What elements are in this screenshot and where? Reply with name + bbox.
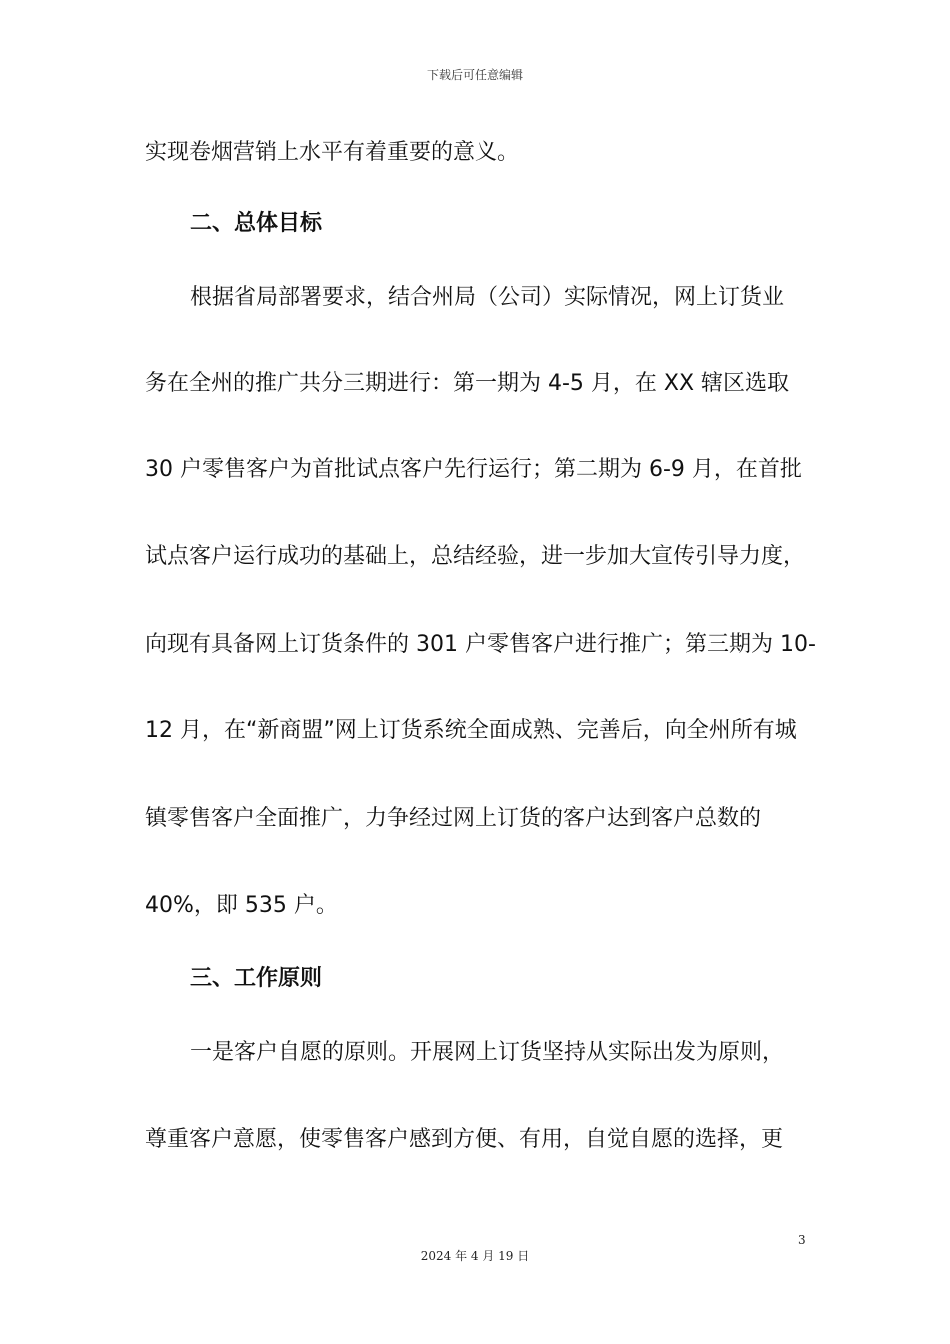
paragraph-line: 40%，即 535 户。: [145, 893, 338, 918]
footer-date: 2024 年 4 月 19 日: [420, 1249, 530, 1263]
paragraph-line: 30 户零售客户为首批试点客户先行运行；第二期为 6-9 月，在首批: [145, 457, 802, 482]
paragraph-line: 镇零售客户全面推广，力争经过网上订货的客户达到客户总数的: [145, 806, 762, 831]
section-heading-overall-goal: 二、总体目标: [190, 211, 323, 236]
paragraph-line: 根据省局部署要求，结合州局（公司）实际情况，网上订货业: [190, 285, 785, 310]
paragraph-line: 务在全州的推广共分三期进行：第一期为 4-5 月，在 XX 辖区选取: [145, 371, 790, 396]
page-header-note: 下载后可任意编辑: [426, 68, 523, 82]
paragraph-line: 向现有具备网上订货条件的 301 户零售客户进行推广；第三期为 10-: [145, 632, 816, 657]
paragraph-line: 试点客户运行成功的基础上，总结经验，进一步加大宣传引导力度，: [145, 544, 806, 569]
paragraph-line: 尊重客户意愿，使零售客户感到方便、有用，自觉自愿的选择，更: [145, 1127, 784, 1152]
section-heading-work-principles: 三、工作原则: [190, 966, 323, 991]
page-number: 3: [798, 1233, 806, 1247]
paragraph-line: 一是客户自愿的原则。开展网上订货坚持从实际出发为原则，: [190, 1040, 785, 1065]
paragraph-line: 12 月，在“新商盟”网上订货系统全面成熟、完善后，向全州所有城: [145, 718, 797, 743]
paragraph-line: 实现卷烟营销上水平有着重要的意义。: [145, 140, 520, 165]
